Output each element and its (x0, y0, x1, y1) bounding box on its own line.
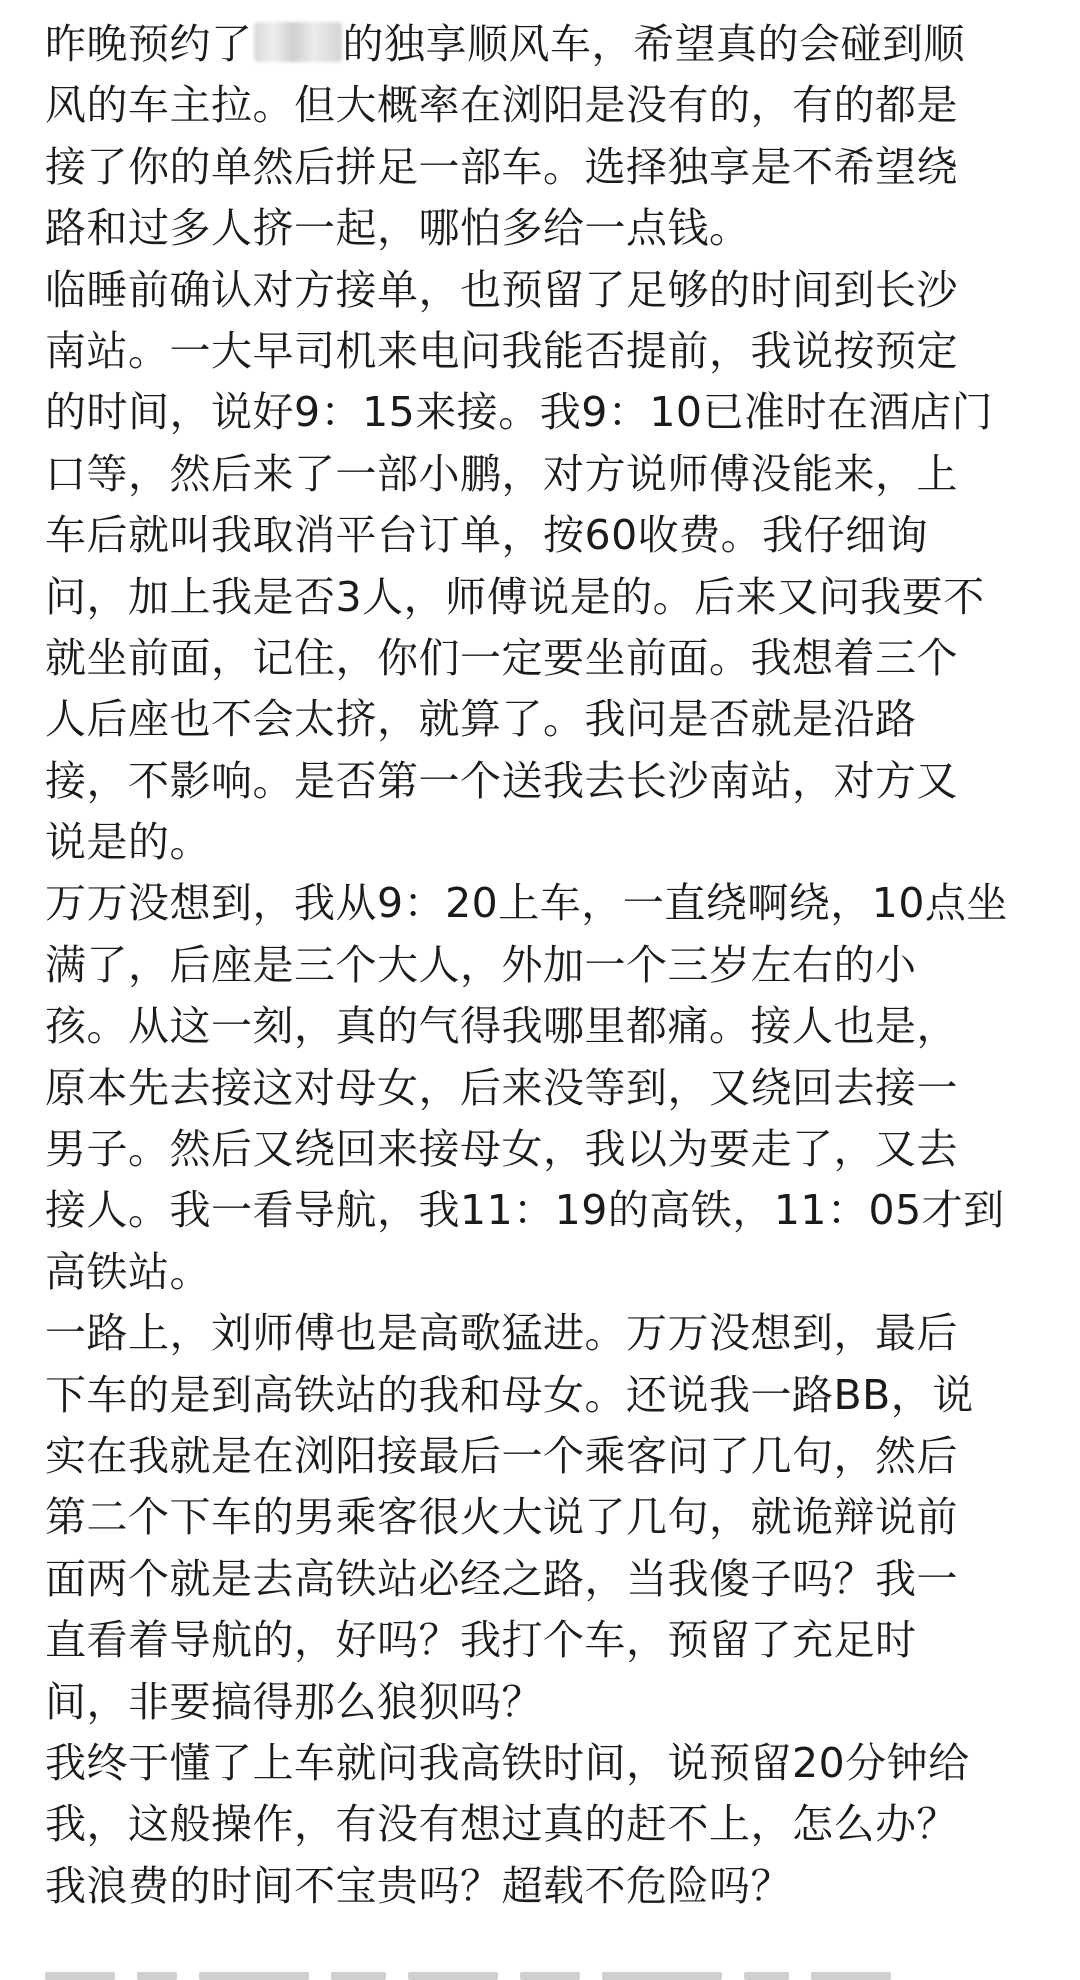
post-line-17: 孩。从这一刻，真的气得我哪里都痛。接人也是， (45, 1002, 958, 1051)
post-line-27: 直看着导航的，好吗？我打个车，预留了充足时 (45, 1616, 917, 1665)
post-line-22: 一路上，刘师傅也是高歌猛进。万万没想到，最后 (45, 1309, 958, 1358)
post-line-10: 问，加上我是否3人，师傅说是的。后来又问我要不 (45, 572, 985, 621)
post-line-23: 下车的是到高铁站的我和母女。还说我一路BB，说 (45, 1370, 974, 1419)
post-line-4: 路和过多人挤一起，哪怕多给一点钱。 (45, 204, 751, 253)
post-line-30: 我，这般操作，有没有想过真的赶不上，怎么办？ (45, 1800, 958, 1849)
post-line-26: 面两个就是去高铁站必经之路，当我傻子吗？我一 (45, 1554, 958, 1603)
post-line-18: 原本先去接这对母女，后来没等到，又绕回去接一 (45, 1063, 958, 1112)
post-line-21: 高铁站。 (45, 1247, 211, 1296)
post-line-1-end: 的独享顺风车，希望真的会碰到顺 (342, 20, 965, 68)
post-body (45, 0, 1065, 1917)
post-line-1-start: 昨晚预约了 (45, 20, 253, 68)
post-line-7: 的时间，说好9：15来接。我9：10已准时在酒店门 (45, 388, 994, 437)
post-line-2: 风的车主拉。但大概率在浏阳是没有的，有的都是 (45, 81, 958, 130)
post-line-16: 满了，后座是三个大人，外加一个三岁左右的小 (45, 940, 917, 989)
post-line-14: 说是的。 (45, 818, 211, 867)
post-line-29: 我终于懂了上车就问我高铁时间，说预留20分钟给 (45, 1738, 970, 1787)
post-line-31: 我浪费的时间不宝贵吗？超载不危险吗？ (45, 1861, 792, 1910)
post-line-5: 临睡前确认对方接单，也预留了足够的时间到长沙 (45, 265, 958, 314)
post-line-24: 实在我就是在浏阳接最后一个乘客问了几句，然后 (45, 1431, 958, 1480)
post-line-13: 接，不影响。是否第一个送我去长沙南站，对方又 (45, 756, 958, 805)
post-line-3: 接了你的单然后拼足一部车。选择独享是不希望绕 (45, 142, 958, 191)
post-line-1 (45, 14, 1065, 75)
redacted-platform-name (254, 22, 342, 62)
post-line-11: 就坐前面，记住，你们一定要坐前面。我想着三个 (45, 633, 958, 682)
post-line-19: 男子。然后又绕回来接母女，我以为要走了，又去 (45, 1125, 958, 1174)
post-line-9: 车后就叫我取消平台订单，按60收费。我仔细询 (45, 511, 929, 560)
post-line-28: 间，非要搞得那么狼狈吗？ (45, 1677, 543, 1726)
post-line-25: 第二个下车的男乘客很火大说了几句，就诡辩说前 (45, 1493, 958, 1542)
post-line-8: 口等，然后来了一部小鹏，对方说师傅没能来，上 (45, 449, 958, 498)
post-line-12: 人后座也不会太挤，就算了。我问是否就是沿路 (45, 695, 917, 744)
post-line-15: 万万没想到，我从9：20上车，一直绕啊绕，10点坐 (45, 879, 1008, 928)
cut-off-next-line (45, 1962, 1025, 1980)
post-line-6: 南站。一大早司机来电问我能否提前，我说按预定 (45, 326, 958, 375)
post-line-20: 接人。我一看导航，我11：19的高铁，11：05才到 (45, 1186, 1005, 1235)
